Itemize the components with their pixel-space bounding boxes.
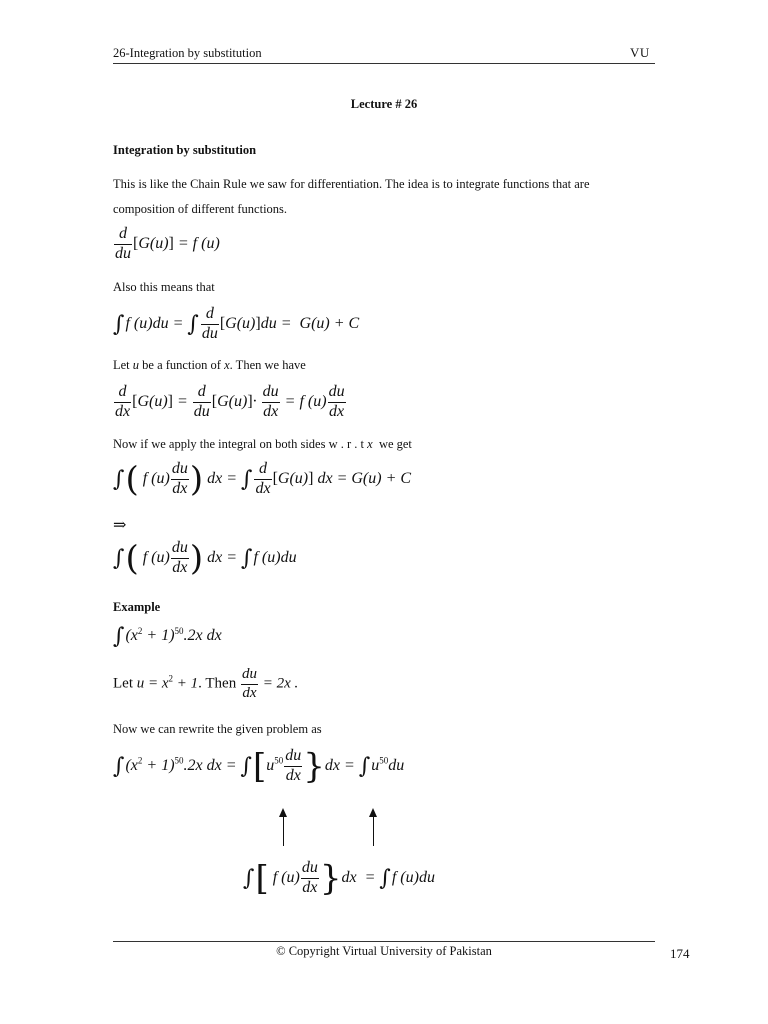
footer-copyright: © Copyright Virtual University of Pakistan bbox=[276, 944, 492, 958]
implies-arrow: ⇒ bbox=[113, 517, 127, 534]
section-heading: Integration by substitution bbox=[113, 143, 257, 157]
lecture-title: Lecture # 26 bbox=[350, 97, 418, 111]
now-apply-line: Now if we apply the integral on both sides w . r . t x we get bbox=[113, 437, 412, 451]
example-heading: Example bbox=[113, 600, 161, 614]
footer-rule bbox=[113, 941, 655, 942]
let-u-line: Let u be a function of x. Then we have bbox=[113, 358, 306, 372]
equation-2: ∫f (u)du = ∫ $\frac{d}{du}$ [G(u)]du = G(u) + C bbox=[113, 305, 360, 342]
also-text: Also this means that bbox=[113, 280, 215, 294]
header-rule bbox=[113, 63, 655, 64]
equation-4: ∫( f (u) $\frac{du}{dx}$ ) dx = ∫ $\frac{d}{dx}$ [G(u)] dx = G(u) + C bbox=[113, 459, 412, 500]
equation-5: ∫( f (u) $\frac{du}{dx}$ ) dx = ∫f (u)du bbox=[113, 538, 297, 579]
header-vu: VU bbox=[630, 45, 650, 60]
rewrite-text: Now we can rewrite the given problem as bbox=[113, 722, 322, 736]
let-u-equals-line: Let $u = x^2 + 1$. Then $\frac{du}{dx}$ = 2x . bbox=[113, 666, 299, 701]
equation-7: $\int(x^2 + 1)^{50}.2x$ dx = $\int[u^{50}$ $\frac{du}{dx}$ }$dx = \int u^{50}du$ bbox=[113, 746, 405, 787]
intro-line-2: composition of different functions. bbox=[113, 202, 288, 216]
arrow-shaft-right bbox=[373, 816, 374, 846]
equation-6: $\int(x^2 + 1)^{50}.2x$ dx bbox=[113, 624, 222, 649]
header-title: 26-Integration by substitution bbox=[113, 46, 262, 60]
page-number: 174 bbox=[670, 946, 690, 961]
arrow-shaft-left bbox=[283, 816, 284, 846]
intro-line-1: This is like the Chain Rule we saw for differentiation. The idea is to integrate functions that are bbox=[113, 177, 590, 191]
equation-3: $\frac{d}{dx}$ [G(u)] = $\frac{d}{du}$ [G(u)]· $\frac{du}{dx}$ = f (u) $\frac{du}{dx}$ bbox=[115, 383, 345, 420]
equation-8: ∫[ f (u) $\frac{du}{dx}$ }dx = ∫f (u)du bbox=[243, 858, 435, 899]
equation-1: $\frac{d}{du}$ [G(u)] = f (u) bbox=[115, 225, 220, 262]
